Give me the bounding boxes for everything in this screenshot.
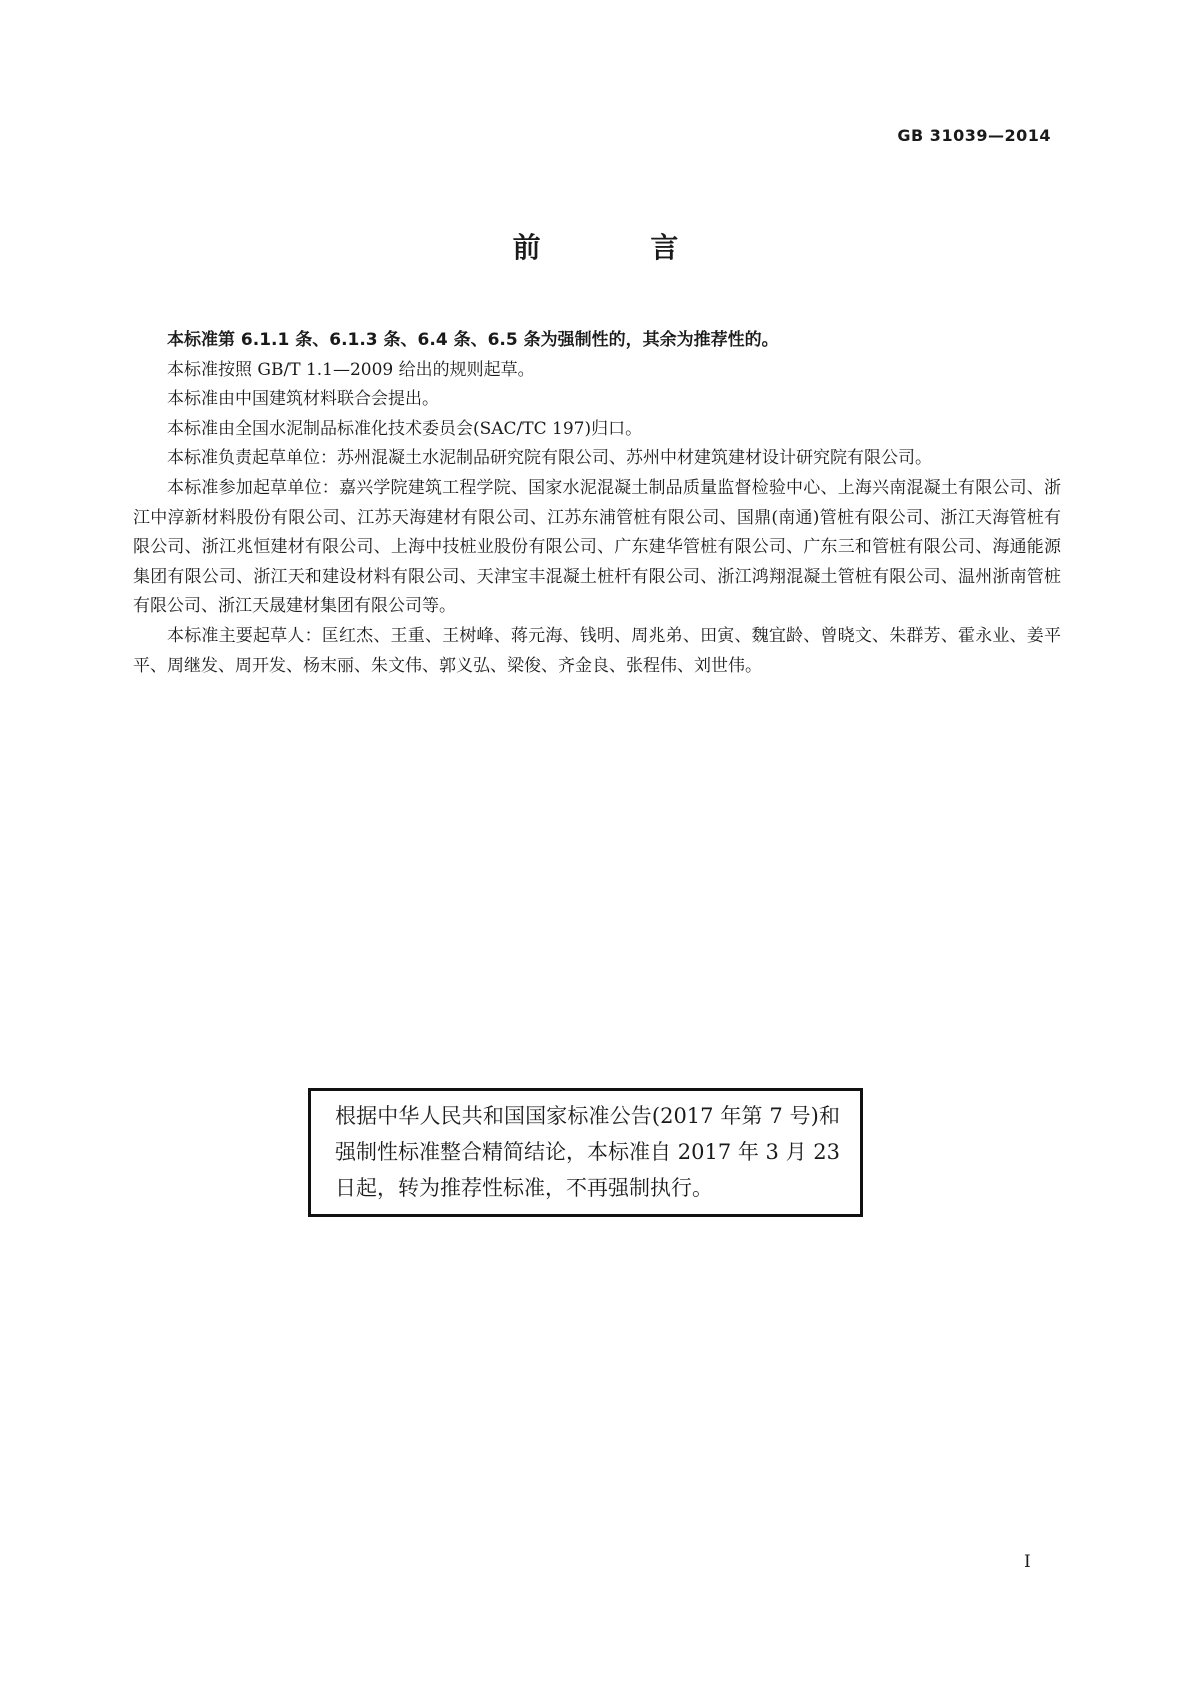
- standard-number: GB 31039—2014: [897, 126, 1051, 145]
- paragraph-main-drafters: 本标准主要起草人：匡红杰、王重、王树峰、蒋元海、钱明、周兆弟、田寅、魏宜龄、曾晓文、朱群芳、霍永业、姜平平、周继发、周开发、杨末丽、朱文伟、郭义弘、梁俊、齐金良、张程伟、刘世伟。: [133, 625, 1061, 676]
- paragraph-responsible-units: 本标准负责起草单位：苏州混凝土水泥制品研究院有限公司、苏州中材建筑建材设计研究院有限公司。: [167, 448, 932, 469]
- page-number: I: [1024, 1552, 1031, 1572]
- page-title: 前 言: [512, 231, 729, 264]
- paragraph-administrator: 本标准由全国水泥制品标准化技术委员会(SAC/TC 197)归口。: [167, 418, 643, 439]
- notice-text: 根据中华人民共和国国家标准公告(2017 年第 7 号)和强制性标准整合精简结论，本标准自 2017 年 3 月 23 日起，转为推荐性标准，不再强制执行。: [335, 1104, 840, 1200]
- paragraph-drafting-rules: 本标准按照 GB/T 1.1—2009 给出的规则起草。: [167, 359, 535, 380]
- foreword-body: [133, 326, 1061, 681]
- paragraph-proposer: 本标准由中国建筑材料联合会提出。: [167, 389, 439, 410]
- paragraph-mandatory-clauses: 本标准第 6.1.1 条、6.1.3 条、6.4 条、6.5 条为强制性的，其余为推荐性的。: [167, 330, 779, 350]
- notice-box: [308, 1088, 863, 1217]
- paragraph-participating-units: 本标准参加起草单位：嘉兴学院建筑工程学院、国家水泥混凝土制品质量监督检验中心、上海兴南混凝土有限公司、浙江中淳新材料股份有限公司、江苏天海建材有限公司、江苏东浦管桩有限公司、国鼎(南通)管桩有限公司、浙江天海管桩有限公司、浙江兆恒建材有限公司、上海中技桩业股份有限公司、广东建华管桩有限公司、广东三和管桩有限公司、海通能源集团有限公司、浙江天和建设材料有限公司、天津宝丰混凝土桩杆有限公司、浙江鸿翔混凝土管桩有限公司、温州浙南管桩有限公司、浙江天晟建材集团有限公司等。: [133, 477, 1061, 617]
